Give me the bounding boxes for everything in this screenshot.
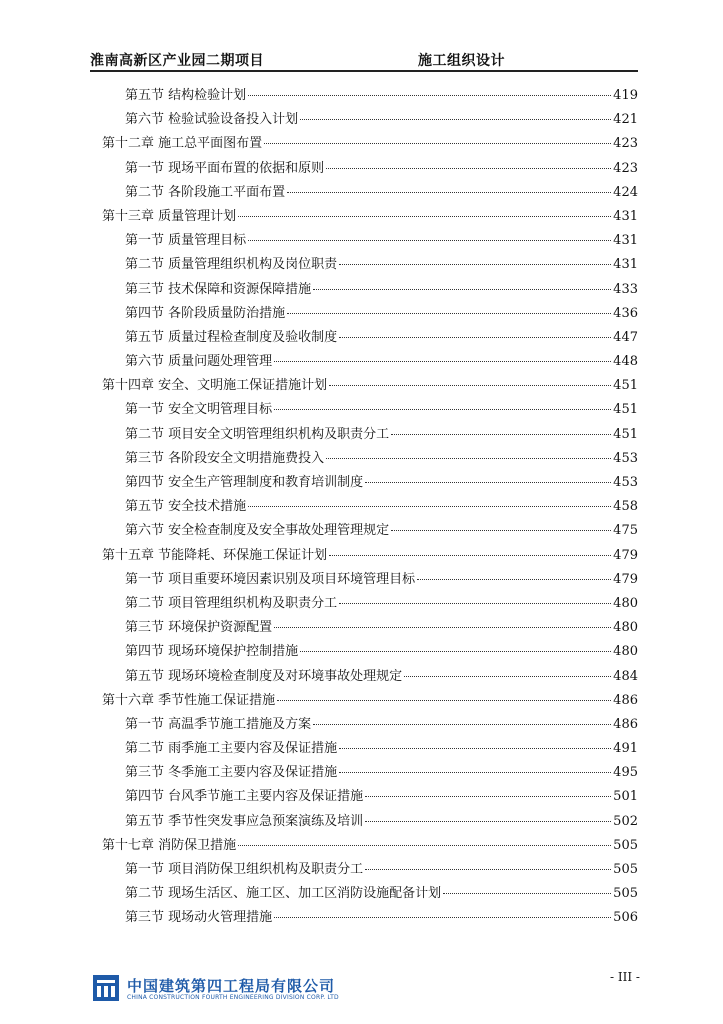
toc-leader-dots <box>391 434 611 435</box>
toc-entry-page: 419 <box>613 88 638 103</box>
toc-entry-page: 433 <box>613 281 638 297</box>
toc-entry-label: 第四节 现场环境保护控制措施 <box>125 644 299 660</box>
toc-section-entry[interactable] <box>102 423 638 447</box>
toc-leader-dots <box>339 748 611 749</box>
toc-entry-page: 431 <box>613 257 638 273</box>
toc-entry-label: 第二节 雨季施工主要内容及保证措施 <box>125 741 338 757</box>
toc-leader-dots <box>274 627 611 628</box>
toc-entry-page: 505 <box>613 837 638 853</box>
toc-chapter-entry[interactable] <box>102 374 638 398</box>
toc-section-entry[interactable] <box>102 447 638 471</box>
toc-entry-label: 第十五章 节能降耗、环保施工保证计划 <box>102 547 328 563</box>
toc-entry-page: 491 <box>613 741 638 757</box>
toc-entry-page: 480 <box>613 620 638 636</box>
toc-section-entry[interactable] <box>102 592 638 616</box>
toc-chapter-entry[interactable] <box>102 689 638 713</box>
toc-entry-page: 495 <box>613 765 638 781</box>
toc-leader-dots <box>300 119 611 120</box>
toc-leader-dots <box>365 482 611 483</box>
toc-entry-page: 486 <box>613 692 638 708</box>
toc-section-entry[interactable] <box>102 882 638 906</box>
toc-entry-page: 423 <box>613 136 638 152</box>
toc-leader-dots <box>339 337 611 338</box>
toc-section-entry[interactable] <box>102 713 638 737</box>
toc-leader-dots <box>287 313 611 314</box>
toc-section-entry[interactable] <box>102 278 638 302</box>
toc-entry-page: 479 <box>613 547 638 563</box>
toc-leader-dots <box>365 821 611 822</box>
toc-section-entry[interactable] <box>102 253 638 277</box>
toc-entry-label: 第一节 现场平面布置的依据和原则 <box>125 160 325 176</box>
toc-leader-dots <box>300 651 611 652</box>
toc-entry-label: 第六节 质量问题处理管理 <box>125 354 273 370</box>
company-name-en: CHINA CONSTRUCTION FOURTH ENGINEERING DIVISION CORP. LTD <box>127 994 339 1001</box>
toc-section-entry[interactable] <box>102 568 638 592</box>
toc-leader-dots <box>404 676 611 677</box>
toc-section-entry[interactable] <box>102 350 638 374</box>
toc-entry-page: 431 <box>613 208 638 224</box>
toc-leader-dots <box>287 192 611 193</box>
toc-entry-page: 453 <box>613 475 638 490</box>
toc-entry-label: 第四节 台风季节施工主要内容及保证措施 <box>125 789 364 805</box>
toc-section-entry[interactable] <box>102 761 638 785</box>
toc-chapter-entry[interactable] <box>102 544 638 568</box>
toc-entry-page: 447 <box>613 329 638 345</box>
toc-leader-dots <box>238 216 611 217</box>
toc-section-entry[interactable] <box>102 785 638 809</box>
toc-entry-page: 448 <box>613 354 638 370</box>
toc-section-entry[interactable] <box>102 181 638 205</box>
toc-entry-page: 436 <box>613 305 638 321</box>
toc-entry-label: 第三节 各阶段安全文明措施费投入 <box>125 450 325 466</box>
project-name: 淮南高新区产业园二期项目 <box>90 53 264 69</box>
toc-leader-dots <box>391 530 611 531</box>
toc-section-entry[interactable] <box>102 108 638 132</box>
toc-entry-label: 第一节 质量管理目标 <box>125 233 247 249</box>
toc-entry-label: 第二节 项目管理组织机构及职责分工 <box>125 595 338 611</box>
toc-entry-page: 451 <box>613 402 638 418</box>
toc-section-entry[interactable] <box>102 495 638 519</box>
toc-entry-label: 第二节 质量管理组织机构及岗位职责 <box>125 257 338 273</box>
toc-entry-page: 475 <box>613 523 638 539</box>
toc-leader-dots <box>417 579 611 580</box>
toc-entry-label: 第二节 现场生活区、施工区、加工区消防设施配备计划 <box>125 886 442 902</box>
toc-entry-label: 第十二章 施工总平面图布置 <box>102 136 263 152</box>
toc-entry-label: 第三节 环境保护资源配置 <box>125 620 273 636</box>
table-of-contents <box>102 84 638 931</box>
toc-section-entry[interactable] <box>102 810 638 834</box>
toc-entry-page: 480 <box>613 595 638 611</box>
toc-entry-page: 486 <box>613 716 638 732</box>
toc-section-entry[interactable] <box>102 326 638 350</box>
toc-entry-page: 423 <box>613 160 638 176</box>
document-title: 施工组织设计 <box>418 53 505 69</box>
toc-leader-dots <box>238 845 611 846</box>
toc-chapter-entry[interactable] <box>102 834 638 858</box>
toc-leader-dots <box>274 409 611 410</box>
toc-entry-label: 第一节 项目重要环境因素识别及项目环境管理目标 <box>125 571 416 587</box>
toc-entry-label: 第五节 质量过程检查制度及验收制度 <box>125 329 338 345</box>
toc-leader-dots <box>248 506 611 507</box>
toc-leader-dots <box>339 772 611 773</box>
toc-entry-page: 484 <box>613 668 638 684</box>
toc-entry-label: 第十四章 安全、文明施工保证措施计划 <box>102 378 328 394</box>
toc-entry-page: 451 <box>613 426 638 442</box>
toc-section-entry[interactable] <box>102 229 638 253</box>
toc-entry-label: 第二节 项目安全文明管理组织机构及职责分工 <box>125 426 390 442</box>
toc-section-entry[interactable] <box>102 640 638 664</box>
toc-entry-label: 第五节 安全技术措施 <box>125 499 247 515</box>
page-header <box>90 48 638 72</box>
toc-entry-label: 第十三章 质量管理计划 <box>102 208 237 224</box>
toc-entry-page: 451 <box>613 378 638 394</box>
toc-leader-dots <box>248 240 611 241</box>
toc-entry-page: 502 <box>613 813 638 829</box>
toc-leader-dots <box>326 458 611 459</box>
toc-entry-label: 第四节 安全生产管理制度和教育培训制度 <box>125 475 364 490</box>
toc-section-entry[interactable] <box>102 302 638 326</box>
toc-entry-label: 第十七章 消防保卫措施 <box>102 837 237 853</box>
toc-entry-page: 458 <box>613 499 638 515</box>
toc-leader-dots <box>313 289 611 290</box>
toc-entry-label: 第五节 现场环境检查制度及对环境事故处理规定 <box>125 668 403 684</box>
toc-section-entry[interactable] <box>102 398 638 422</box>
toc-leader-dots <box>313 724 611 725</box>
toc-entry-label: 第三节 冬季施工主要内容及保证措施 <box>125 765 338 781</box>
toc-entry-label: 第四节 各阶段质量防治措施 <box>125 305 286 321</box>
toc-entry-page: 421 <box>613 112 638 128</box>
toc-entry-page: 431 <box>613 233 638 249</box>
toc-section-entry[interactable] <box>102 471 638 495</box>
toc-leader-dots <box>339 603 611 604</box>
toc-section-entry[interactable] <box>102 519 638 543</box>
toc-entry-label: 第一节 高温季节施工措施及方案 <box>125 716 312 732</box>
toc-section-entry[interactable] <box>102 737 638 761</box>
toc-leader-dots <box>248 95 611 96</box>
toc-entry-page: 505 <box>613 886 638 902</box>
company-name-cn: 中国建筑第四工程局有限公司 <box>127 977 336 995</box>
toc-section-entry[interactable] <box>102 84 638 108</box>
toc-leader-dots <box>264 143 611 144</box>
toc-leader-dots <box>274 917 611 918</box>
toc-entry-label: 第五节 季节性突发事应急预案演练及培训 <box>125 813 364 829</box>
toc-leader-dots <box>326 168 611 169</box>
toc-entry-page: 505 <box>613 862 638 877</box>
toc-entry-label: 第五节 结构检验计划 <box>125 88 247 103</box>
toc-entry-page: 424 <box>613 184 638 200</box>
toc-entry-label: 第三节 技术保障和资源保障措施 <box>125 281 312 297</box>
toc-leader-dots <box>329 385 611 386</box>
toc-leader-dots <box>365 869 611 870</box>
toc-leader-dots <box>443 893 611 894</box>
toc-chapter-entry[interactable] <box>102 205 638 229</box>
toc-leader-dots <box>277 700 611 701</box>
toc-entry-label: 第二节 各阶段施工平面布置 <box>125 184 286 200</box>
toc-entry-label: 第一节 安全文明管理目标 <box>125 402 273 418</box>
toc-section-entry[interactable] <box>102 616 638 640</box>
company-logo-icon <box>93 975 119 1001</box>
toc-entry-page: 501 <box>613 789 638 805</box>
toc-entry-page: 479 <box>613 571 638 587</box>
toc-entry-page: 506 <box>613 910 638 926</box>
toc-leader-dots <box>329 555 611 556</box>
toc-section-entry[interactable] <box>102 906 638 930</box>
toc-section-entry[interactable] <box>102 157 638 181</box>
toc-chapter-entry[interactable] <box>102 132 638 156</box>
toc-leader-dots <box>339 264 611 265</box>
toc-entry-page: 453 <box>613 450 638 466</box>
page-number: - III - <box>610 970 640 984</box>
toc-entry-label: 第六节 检验试验设备投入计划 <box>125 112 299 128</box>
toc-entry-label: 第三节 现场动火管理措施 <box>125 910 273 926</box>
toc-section-entry[interactable] <box>102 858 638 882</box>
toc-leader-dots <box>274 361 611 362</box>
toc-entry-label: 第十六章 季节性施工保证措施 <box>102 692 276 708</box>
toc-leader-dots <box>365 796 611 797</box>
toc-entry-page: 480 <box>613 644 638 660</box>
toc-entry-label: 第六节 安全检查制度及安全事故处理管理规定 <box>125 523 390 539</box>
toc-entry-label: 第一节 项目消防保卫组织机构及职责分工 <box>125 862 364 877</box>
toc-section-entry[interactable] <box>102 665 638 689</box>
